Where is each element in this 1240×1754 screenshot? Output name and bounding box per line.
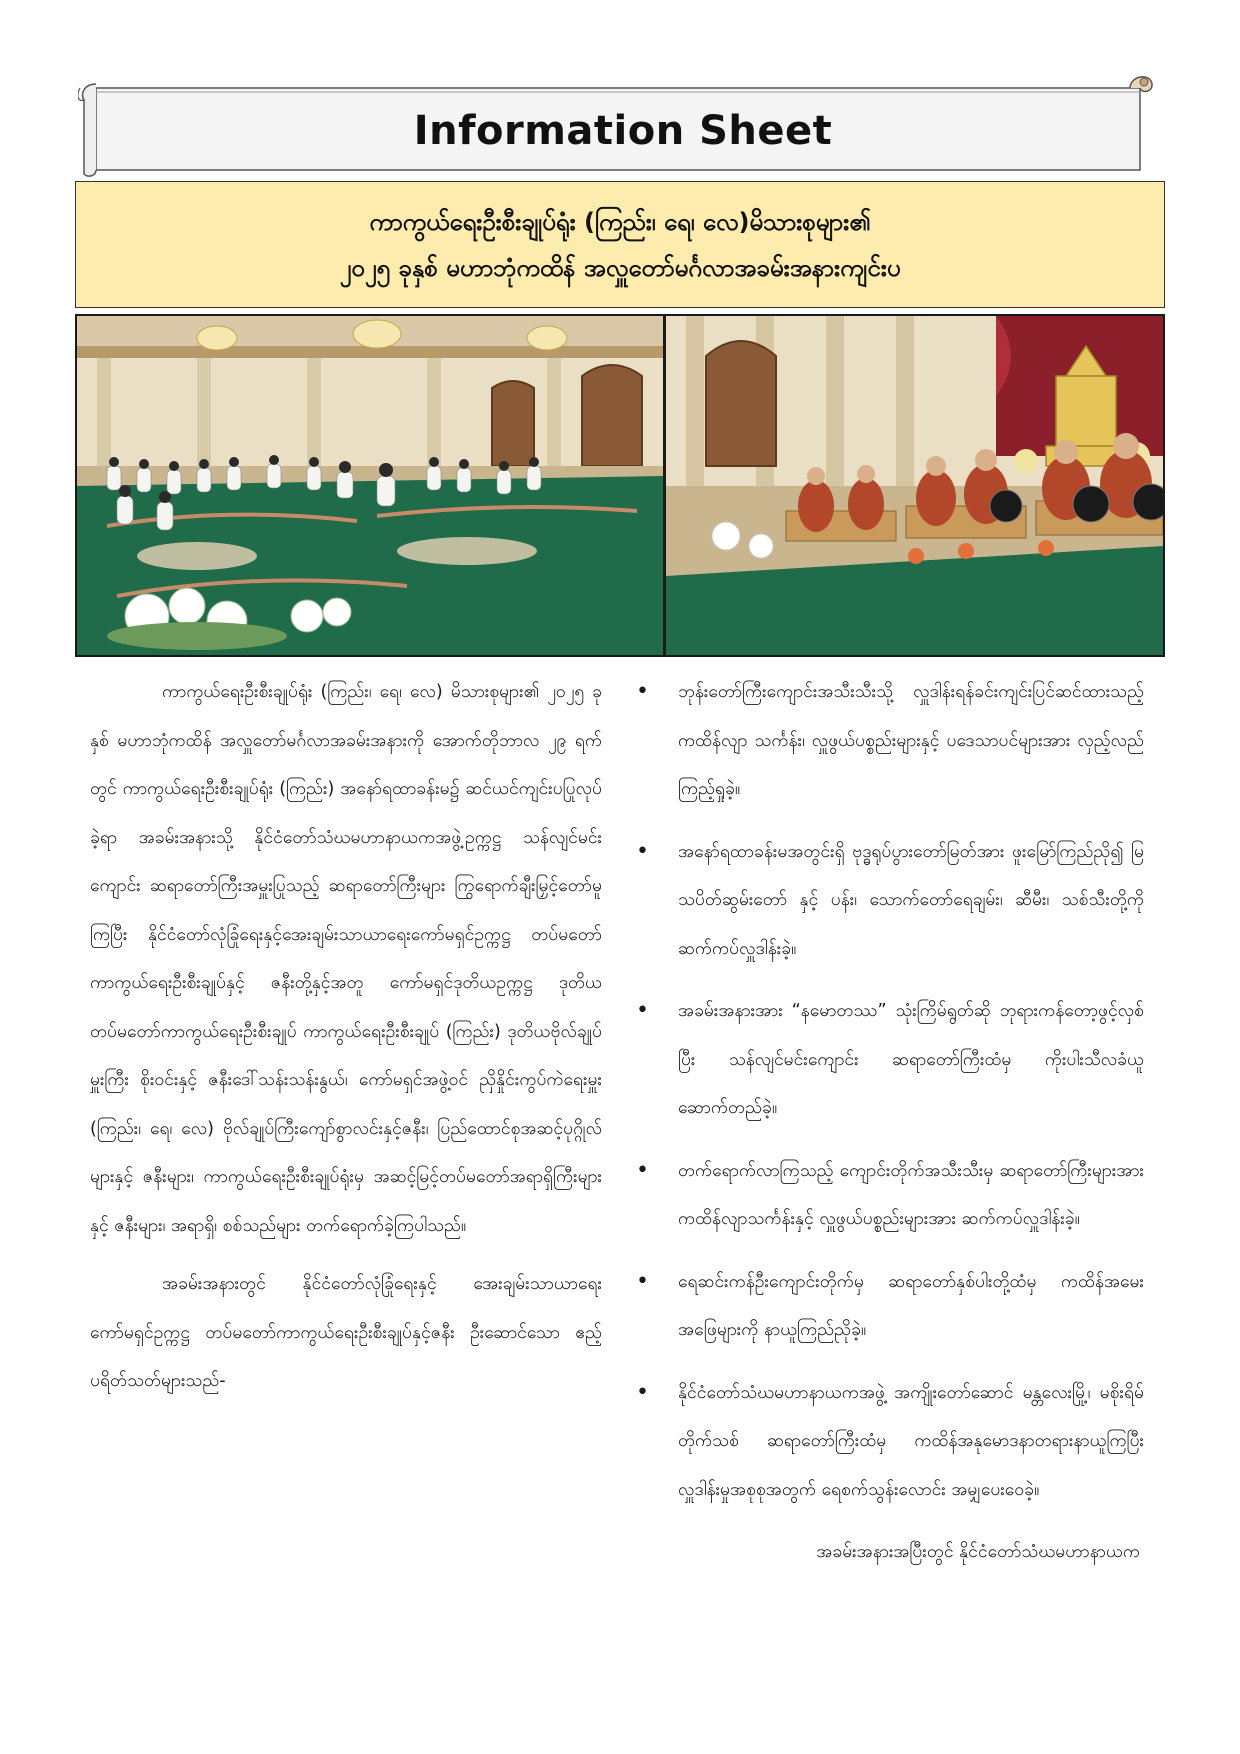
monks-ceremony-photo [666, 316, 1163, 655]
headline-box [75, 181, 1165, 308]
list-item [632, 987, 1144, 1133]
bullet-icon: • [636, 838, 649, 864]
activities-list [632, 668, 1144, 1514]
ceremony-paragraph: အခမ်းအနားတွင် နိုင်ငံတော်လုံခြုံရေးနှင့် အေးချမ်းသာယာရေးကော်မရှင်ဥက္ကဋ္ဌ တပ်မတော်ကာကွယ်ရေးဦးစီးချုပ်နှင့်ဇနီး ဦးဆောင်သော ဧည့်ပရိတ်သတ်များသည်- [90, 1274, 602, 1391]
list-item [632, 1369, 1144, 1515]
list-item-text: အနော်ရထာခန်းမအတွင်းရှိ ဗုဒ္ဓရုပ်ပွားတော်မြတ်အား ဖူးမြော်ကြည်ညို၍ မြသပိတ်ဆွမ်းတော် နှင့် ပန်း၊ သောက်တော်ရေချမ်း၊ ဆီမီး၊ သစ်သီးတို့ကို ဆက်ကပ်လှူဒါန်းခဲ့။ [678, 841, 1144, 959]
list-item-text: ဘုန်းတော်ကြီးကျောင်းအသီးသီးသို့ လှူဒါန်းရန်ခင်းကျင်းပြင်ဆင်ထားသည့် ကထိန်လျာ သင်္ကန်း၊ လှူဖွယ်ပစ္စည်းများနှင့် ပဒေသာပင်များအား လှည့်လည်ကြည့်ရှုခဲ့။ [678, 682, 1144, 799]
ceremony-hall-photo [77, 316, 663, 655]
headline-line-2: ၂၀၂၅ ခုနှစ် မဟာဘုံကထိန် အလှူတော်မင်္ဂလာအခမ်းအနားကျင်းပ [339, 253, 901, 282]
bullet-icon: • [636, 1157, 649, 1183]
bullet-icon: • [636, 998, 649, 1023]
bullet-icon: • [636, 1379, 649, 1405]
page-title: Information Sheet [413, 108, 833, 154]
intro-paragraph: ကာကွယ်ရေးဦးစီးချုပ်ရုံး (ကြည်း၊ ရေ၊ လေ) မိသားစုများ၏ ၂၀၂၅ ခုနှစ် မဟာဘုံကထိန် အလှူတော်မင်္ဂလာအခမ်းအနားကို အောက်တိုဘာလ ၂၉ ရက်တွင် ကာကွယ်ရေးဦးစီးချုပ်ရုံး (ကြည်း) အနော်ရထာခန်းမ၌ ဆင်ယင်ကျင်းပပြုလုပ်ခဲ့ရာ အခမ်းအနားသို့ နိုင်ငံတော်သံဃမဟာနာယကအဖွဲ့ဥက္ကဋ္ဌ သန်လျင်မင်းကျောင်း ဆရာတော်ကြီးအမှူးပြုသည့် ဆရာတော်ကြီးများ ကြွရောက်ချီးမြှင့်တော်မူကြပြီး နိုင်ငံတော်လုံခြုံရေးနှင့်အေးချမ်းသာယာရေးကော်မရှင်ဥက္ကဋ္ဌ တပ်မတော်ကာကွယ်ရေးဦးစီးချုပ်နှင့် ဇနီးတို့နှင့်အတူ ကော်မရှင်ဒုတိယဥက္ကဋ္ဌ ဒုတိယတပ်မတော်ကာကွယ်ရေးဦးစီးချုပ် ကာကွယ်ရေးဦးစီးချုပ် (ကြည်း) ဒုတိယဗိုလ်ချုပ်မှူးကြီး စိုးဝင်းနှင့် ဇနီးဒေါ်သန်းသန်းနွယ်၊ ကော်မရှင်အဖွဲ့ဝင် ညှိနှိုင်းကွပ်ကဲရေးမှူး (ကြည်း၊ ရေ၊ လေ) ဗိုလ်ချုပ်ကြီးကျော်စွာလင်းနှင့်ဇနီး၊ ပြည်ထောင်စုအဆင့်ပုဂ္ဂိုလ်များနှင့် ဇနီးများ၊ ကာကွယ်ရေးဦးစီးချုပ်ရုံးမှ အဆင့်မြင့်တပ်မတော်အရာရှိကြီးများနှင့် ဇနီးများ၊ အရာရှိ၊ စစ်သည်များ တက်ရောက်ခဲ့ကြပါသည်။ [90, 682, 602, 1236]
right-column [632, 668, 1144, 1577]
left-column [90, 668, 602, 1416]
monks-ceremony-illustration [666, 316, 1163, 655]
photo-strip [75, 314, 1165, 657]
list-item-text: အခမ်းအနားအား “နမောတဿ” သုံးကြိမ်ရွတ်ဆို ဘုရားကန်တော့ဖွင့်လှစ်ပြီး သန်လျင်မင်းကျောင်း ဆရာတော်ကြီးထံမှ ကိုးပါးသီလခံယူဆောက်တည်ခဲ့။ [678, 1001, 1144, 1118]
list-item-text: တက်ရောက်လာကြသည့် ကျောင်းတိုက်အသီးသီးမှ ဆရာတော်ကြီးများအား ကထိန်လျာသင်္ကန်းနှင့် လှူဖွယ်ပစ္စည်းများအား ဆက်ကပ်လှူဒါန်းခဲ့။ [678, 1160, 1144, 1229]
ceremony-hall-illustration [77, 316, 663, 655]
closing-line: အခမ်းအနားအပြီးတွင် နိုင်ငံတော်သံဃမဟာနာယက [816, 1542, 1140, 1562]
list-item [632, 668, 1144, 814]
bullet-icon: • [636, 679, 649, 704]
list-item [632, 1258, 1144, 1355]
list-item [632, 1147, 1144, 1244]
list-item-text: နိုင်ငံတော်သံဃမဟာနာယကအဖွဲ့ အကျိုးတော်ဆောင် မန္တလေးမြို့၊ မစိုးရိမ်တိုက်သစ် ဆရာတော်ကြီးထံမှ ကထိန်အနုမောဒနာတရားနာယူကြပြီး လှူဒါန်းမှုအစုစုအတွက် ရေစက်သွန်းလောင်း အမျှပေးဝေခဲ့။ [678, 1382, 1144, 1500]
list-item [632, 828, 1144, 974]
list-item-text: ရေဆင်းကန်ဦးကျောင်းတိုက်မှ ဆရာတော်နှစ်ပါးတို့ထံမှ ကထိန်အမေးအဖြေများကို နာယူကြည်ညိုခဲ့။ [678, 1271, 1144, 1340]
headline-line-1: ကာကွယ်ရေးဦးစီးချုပ်ရုံး (ကြည်း၊ ရေ၊ လေ)မိသားစုများ၏ [369, 207, 871, 236]
title-banner [78, 70, 1168, 180]
bullet-icon: • [636, 1268, 649, 1294]
